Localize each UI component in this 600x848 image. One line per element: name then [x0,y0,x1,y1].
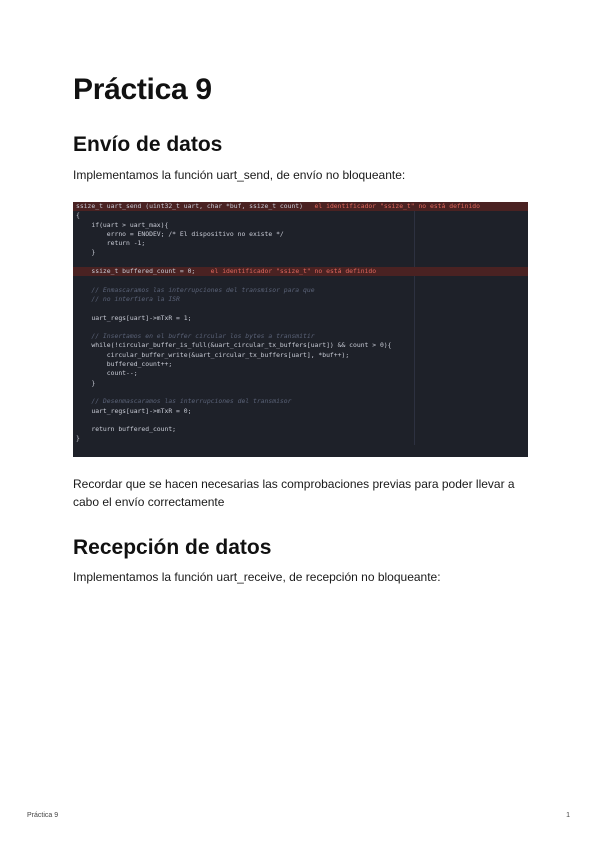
code-line [73,304,528,313]
code-text: } [76,434,80,443]
code-text: buffered_count++; [76,360,173,369]
code-screenshot [73,202,528,457]
code-text: // Insertamos en el buffer circular los bytes a transmitir [76,332,315,341]
code-line [73,379,528,388]
code-text: // no interfiera la ISR [76,294,180,303]
code-text: ssize_t uart_send (uint32_t uart, char *buf, ssize_t count) [76,202,304,210]
code-line [73,267,528,276]
page-number: 1 [566,812,570,819]
error-message: el identificador "ssize_t" no está definido [195,267,377,276]
code-text: return -1; [76,239,146,248]
code-line [73,276,528,285]
code-text: ssize_t buffered_count = 0; [76,267,196,276]
code-line [73,221,528,230]
code-line [73,434,528,443]
code-text: return buffered_count; [76,425,177,434]
code-text: { [76,211,80,220]
code-text: errno = ENODEV; /* El dispositivo no existe */ [76,229,284,238]
code-line [73,202,528,211]
code-line [73,258,528,267]
code-line [73,230,528,239]
code-line [73,211,528,220]
code-line [73,416,528,425]
section-intro-envio: Implementamos la función uart_send, de envío no bloqueante: [73,168,406,182]
code-line [73,369,528,378]
code-text: while(!circular_buffer_is_full(&uart_circular_tx_buffers[uart]) && count > 0){ [76,341,392,350]
code-line [73,332,528,341]
page-title: Práctica 9 [73,73,212,106]
code-text: } [76,378,96,387]
code-text: // Enmascaramos las interrupciones del transmisor para que [76,285,315,294]
section-heading-recepcion: Recepción de datos [73,536,272,559]
code-line [73,388,528,397]
section-heading-envio: Envío de datos [73,133,223,156]
code-text: uart_regs[uart]->mTxR = 0; [76,406,192,415]
code-line [73,351,528,360]
footer-title: Práctica 9 [27,812,59,819]
note-paragraph: Recordar que se hacen necesarias las comprobaciones previas para poder llevar a cabo el envío correctamente [73,477,515,509]
code-text: count--; [76,369,138,378]
code-line [73,323,528,332]
code-text: // Desenmascaramos las interrupciones del transmisor [76,397,292,406]
code-text: if(uart > uart_max){ [76,220,169,229]
code-text: uart_regs[uart]->mTxR = 1; [76,313,192,322]
error-message: el identificador "ssize_t" no está definido [303,202,481,210]
code-line [73,314,528,323]
code-line [73,360,528,369]
section-intro-recepcion: Implementamos la función uart_receive, de recepción no bloqueante: [73,570,441,584]
code-text: } [76,248,96,257]
code-line [73,248,528,257]
code-line [73,295,528,304]
code-line [73,341,528,350]
code-line [73,425,528,434]
code-line [73,407,528,416]
code-line [73,239,528,248]
code-text: circular_buffer_write(&uart_circular_tx_buffers[uart], *buf++); [76,350,350,359]
code-line [73,286,528,295]
code-line [73,397,528,406]
